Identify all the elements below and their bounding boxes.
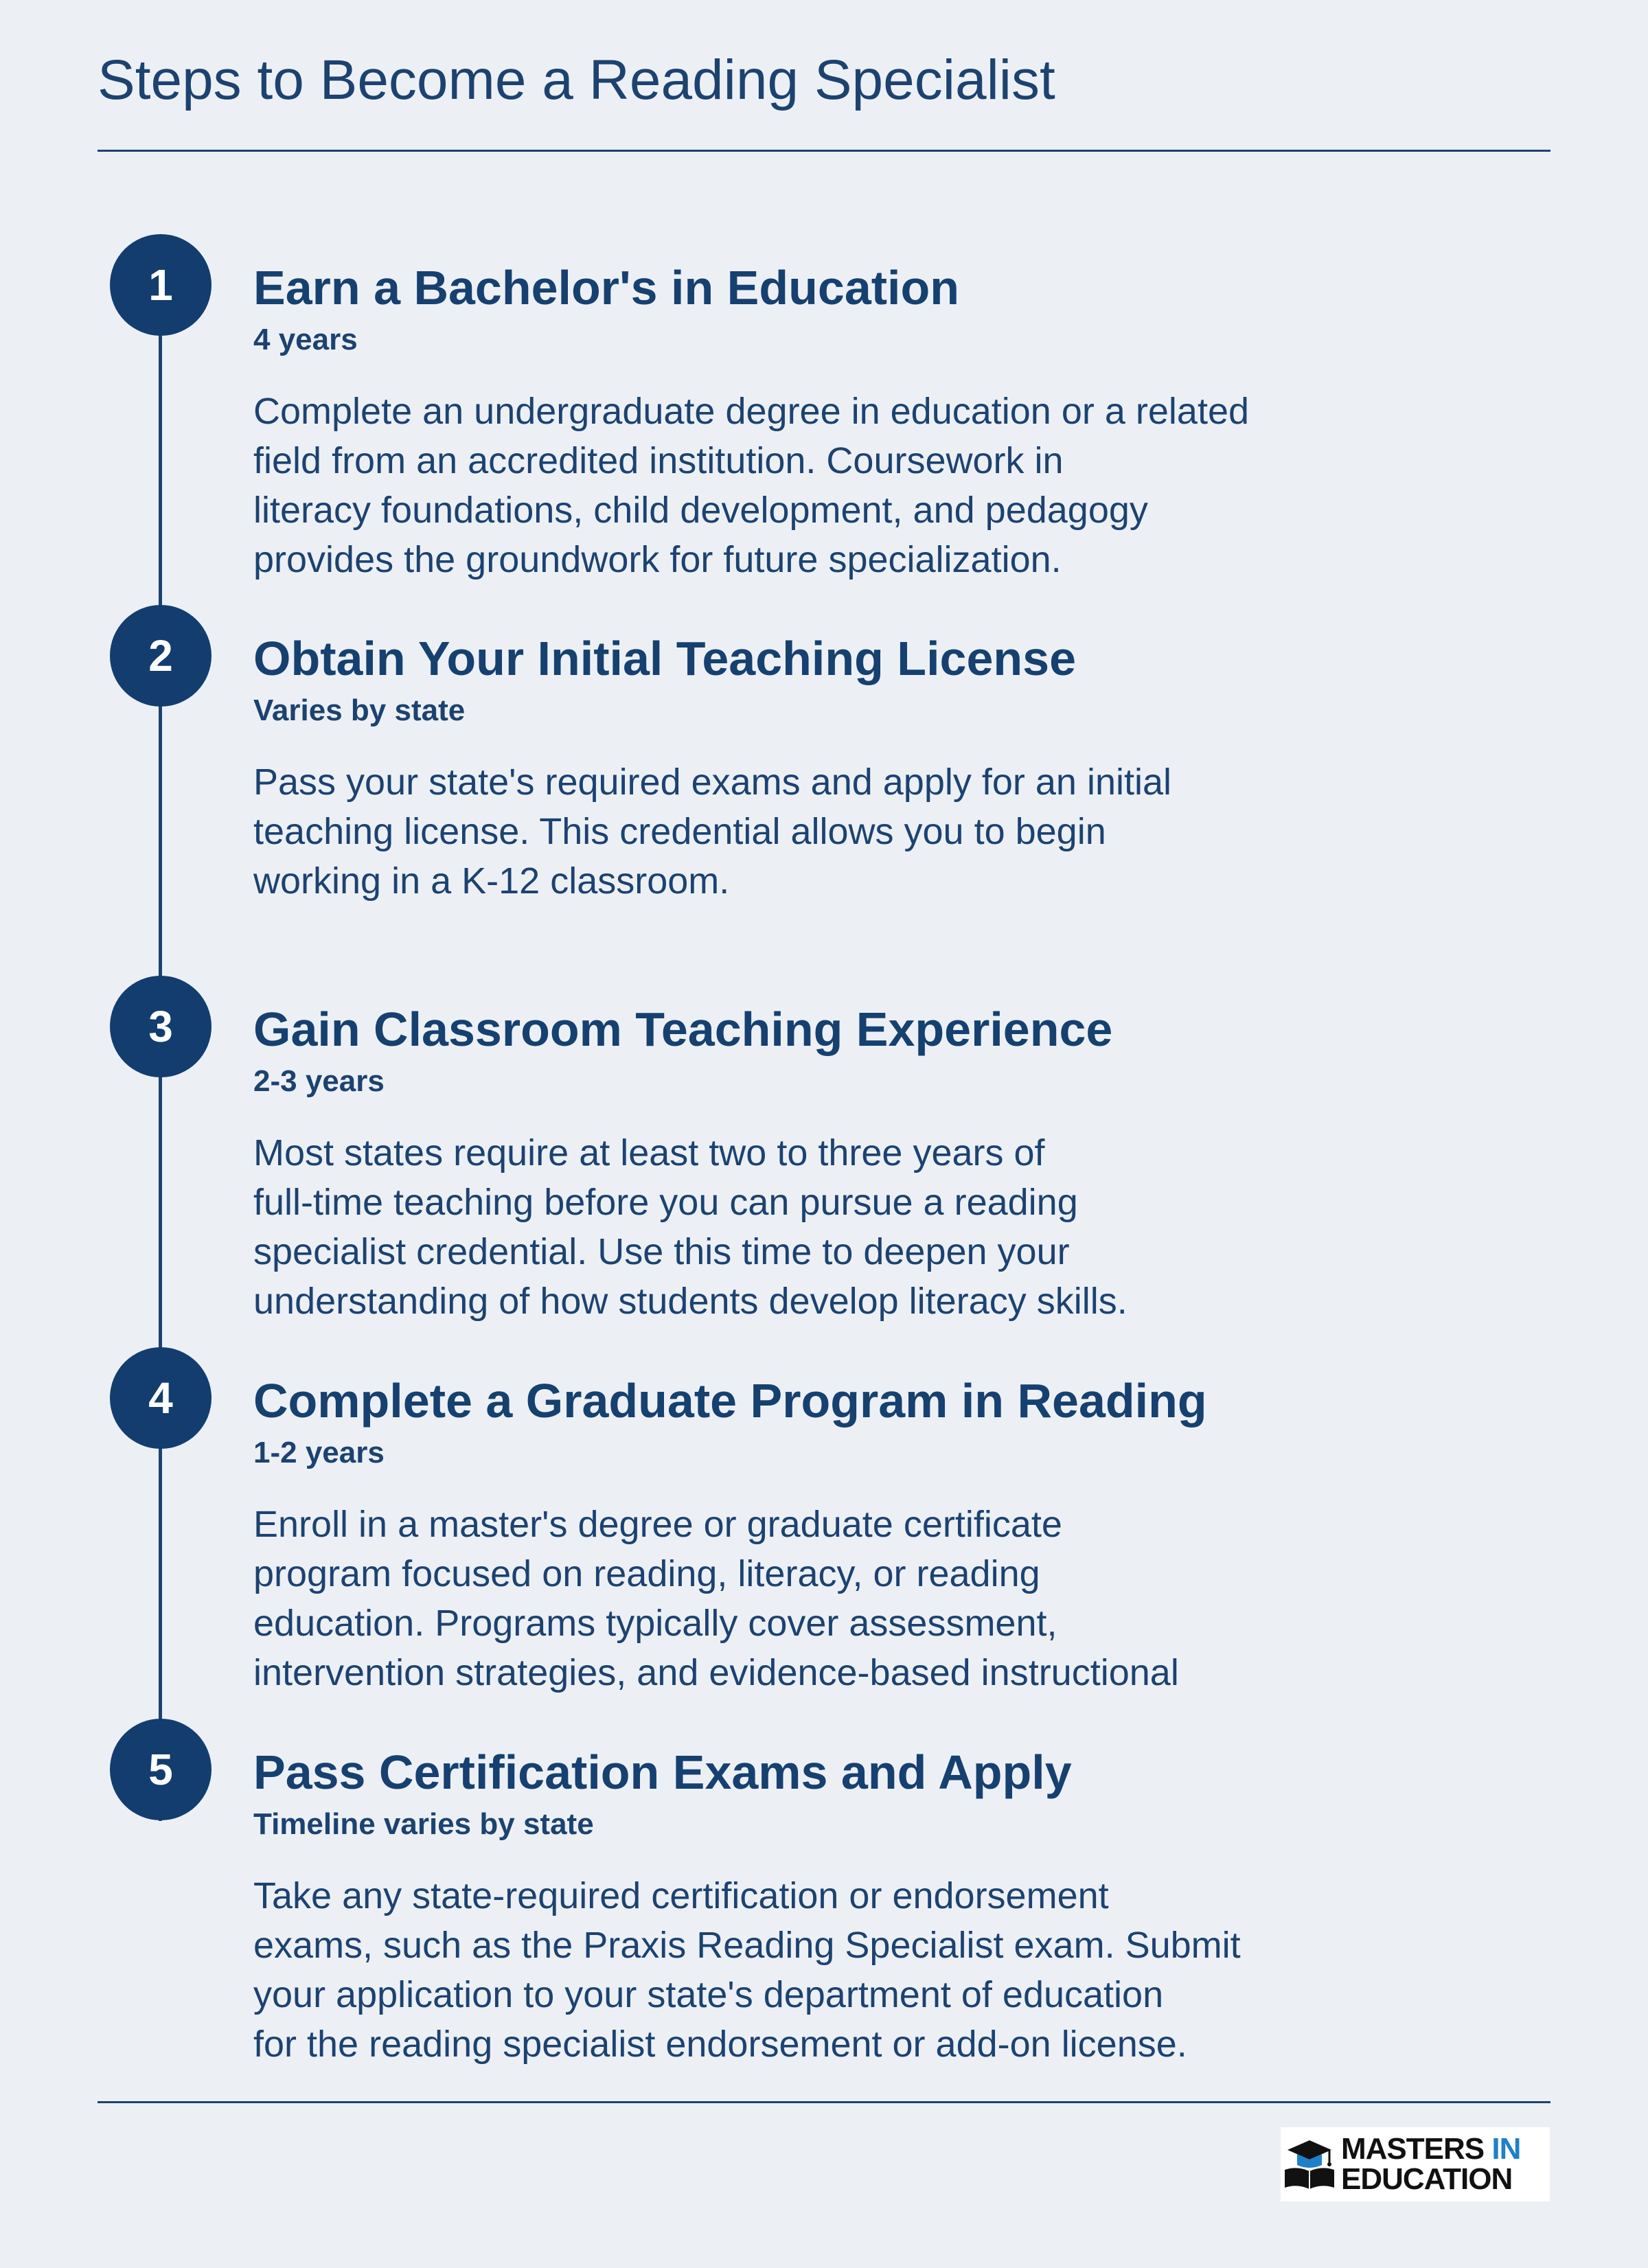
step-duration: 2-3 years bbox=[253, 1064, 385, 1098]
page-title: Steps to Become a Reading Specialist bbox=[98, 49, 1055, 111]
step-title: Pass Certification Exams and Apply bbox=[253, 1745, 1072, 1799]
step-description bbox=[253, 1871, 1325, 2069]
description-line: education. Programs typically cover assessment, bbox=[253, 1603, 1057, 1644]
description-line: your application to your state's department of education bbox=[253, 1974, 1164, 2015]
description-line: working in a K-12 classroom. bbox=[253, 860, 730, 902]
description-line: Enroll in a master's degree or graduate certificate bbox=[253, 1504, 1062, 1545]
step-duration: 4 years bbox=[253, 323, 358, 356]
step-title: Gain Classroom Teaching Experience bbox=[253, 1003, 1113, 1056]
description-line: Complete an undergraduate degree in education or a related bbox=[253, 391, 1250, 432]
step-description bbox=[253, 1128, 1325, 1326]
step-number-badge: 2 bbox=[110, 605, 211, 707]
step-title: Complete a Graduate Program in Reading bbox=[253, 1374, 1207, 1428]
logo-word-education: EDUCATION bbox=[1341, 2162, 1513, 2196]
step-number-badge: 5 bbox=[110, 1719, 211, 1820]
description-line: understanding of how students develop literacy skills. bbox=[253, 1281, 1128, 1322]
step-number-badge: 3 bbox=[110, 976, 211, 1077]
footer-divider bbox=[98, 2101, 1550, 2103]
description-line: intervention strategies, and evidence-based instructional bbox=[253, 1652, 1179, 1693]
description-line: program focused on reading, literacy, or reading bbox=[253, 1553, 1040, 1594]
logo-word-in: IN bbox=[1491, 2132, 1521, 2166]
step-number-badge: 1 bbox=[110, 234, 211, 336]
description-line: Most states require at least two to three years of bbox=[253, 1132, 1045, 1173]
logo-wordmark bbox=[1341, 2134, 1520, 2195]
step-duration: 1-2 years bbox=[253, 1436, 385, 1469]
step-duration: Varies by state bbox=[253, 694, 466, 727]
step-title: Earn a Bachelor's in Education bbox=[253, 261, 960, 314]
masters-in-education-logo bbox=[1281, 2127, 1550, 2201]
step-description bbox=[253, 1500, 1325, 1697]
logo-word-masters: MASTERS bbox=[1341, 2132, 1485, 2166]
description-line: literacy foundations, child development, and pedagogy bbox=[253, 490, 1148, 531]
description-line: provides the groundwork for future specialization. bbox=[253, 539, 1062, 580]
step-title: Obtain Your Initial Teaching License bbox=[253, 632, 1076, 685]
description-line: teaching license. This credential allows you to begin bbox=[253, 811, 1106, 852]
description-line: Pass your state's required exams and apply for an initial bbox=[253, 761, 1172, 803]
description-line: for the reading specialist endorsement or add-on license. bbox=[253, 2024, 1187, 2065]
step-number-badge: 4 bbox=[110, 1347, 211, 1449]
step-description bbox=[253, 387, 1325, 584]
step-description bbox=[253, 757, 1325, 906]
description-line: specialist credential. Use this time to deepen your bbox=[253, 1231, 1070, 1272]
description-line: field from an accredited institution. Coursework in bbox=[253, 440, 1064, 481]
step-duration: Timeline varies by state bbox=[253, 1807, 594, 1841]
description-line: full-time teaching before you can pursue a reading bbox=[253, 1182, 1078, 1223]
description-line: Take any state-required certification or endorsement bbox=[253, 1875, 1109, 1916]
description-line: exams, such as the Praxis Reading Specialist exam. Submit bbox=[253, 1925, 1241, 1966]
header-divider bbox=[98, 150, 1550, 152]
